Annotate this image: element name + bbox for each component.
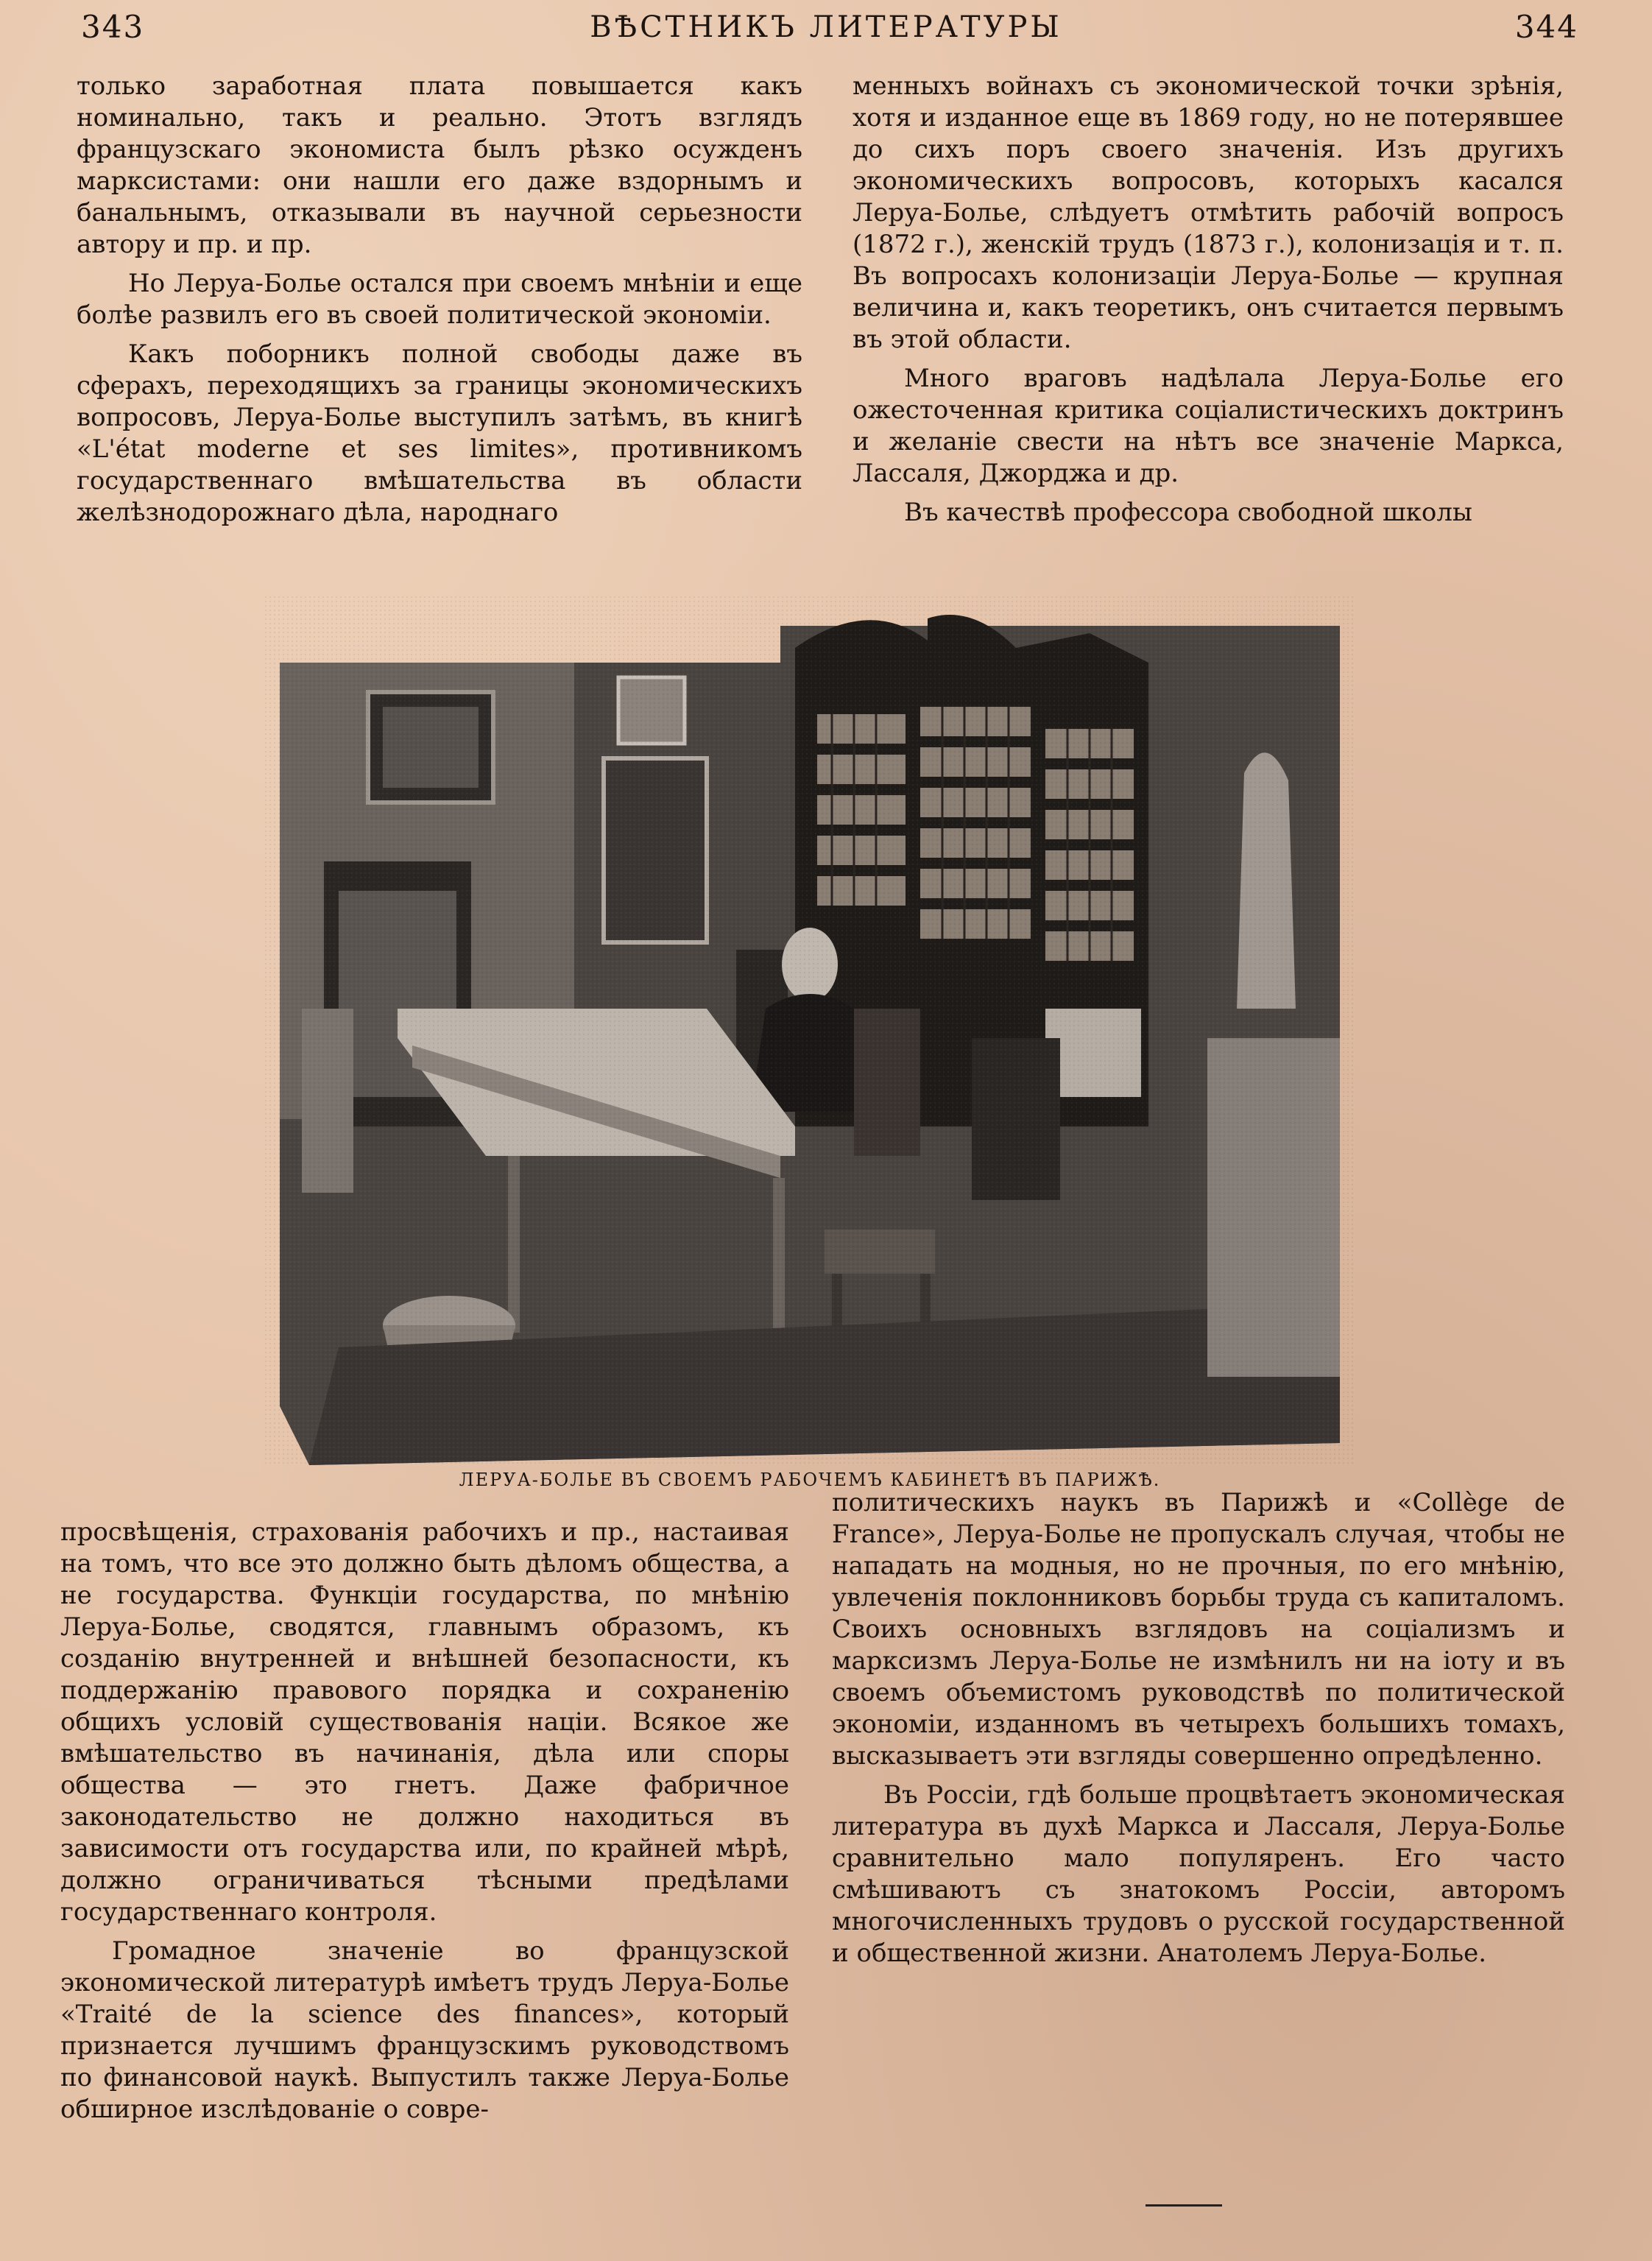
paragraph: только заработная плата повышается какъ номинально, такъ и реально. Этотъ взглядъ французскаго экономиста былъ рѣзко осужденъ марксистами: они нашли его даже вздорнымъ и банальнымъ, отказывали въ научной серьезности автору и пр. и пр. [77, 71, 802, 259]
photograph-illustration [265, 596, 1355, 1465]
study-photograph [265, 596, 1355, 1465]
page-number-right: 344 [1514, 9, 1578, 45]
paragraph: менныхъ войнахъ съ экономической точки зрѣнія, хотя и изданное еще въ 1869 году, но не потерявшее до сихъ поръ своего значенія. Изъ другихъ экономическихъ вопросовъ, которыхъ касался Леруа-Болье, слѣдуетъ отмѣтить рабочій вопросъ (1872 г.), женскій трудъ (1873 г.), колонизація и т. п. Въ вопросахъ колонизаціи Леруа-Болье — крупная величина и, какъ теоретикъ, онъ считается первымъ въ этой области. [853, 71, 1564, 354]
paragraph: политическихъ наукъ въ Парижѣ и «Collège de France», Леруа-Болье не пропускалъ случая, чтобы не нападать на модныя, но не прочныя, по его мнѣнію, увлеченія поклонниковъ борьбы труда съ капиталомъ. Своихъ основныхъ взглядовъ на соціализмъ и марксизмъ Леруа-Болье не измѣнилъ ни на іоту и въ своемъ объемистомъ руководствѣ по политической экономіи, изданномъ въ четырехъ большихъ томахъ, высказываетъ эти взгляды совершенно опредѣленно. [832, 1488, 1565, 1771]
paragraph: Много враговъ надѣлала Леруа-Болье его ожесточенная критика соціалистическихъ доктринъ и желаніе свести на нѣтъ все значеніе Маркса, Лассаля, Джорджа и др. [853, 364, 1564, 488]
paragraph: Громадное значеніе во французской экономической литературѣ имѣетъ трудъ Леруа-Болье «Traité de la science des finances», который признается лучшимъ французскимъ руководствомъ по финансовой наукѣ. Выпустилъ также Леруа-Болье обширное изслѣдованіе о совре- [60, 1936, 789, 2124]
column-top-right [853, 71, 1564, 579]
column-bottom-left [60, 1517, 789, 2246]
figure-caption: ЛЕРУА-БОЛЬЕ ВЪ СВОЕМЪ РАБОЧЕМЪ КАБИНЕТѢ ВЪ ПАРИЖѢ. [459, 1470, 1161, 1490]
paragraph: просвѣщенія, страхованія рабочихъ и пр., настаивая на томъ, что все это должно быть дѣломъ общества, а не государства. Функціи государства, по мнѣнію Леруа-Болье, сводятся, главнымъ образомъ, къ созданію внутренней и внѣшней безопасности, къ поддержанію правового порядка и сохраненію общихъ условій существованія націи. Всякое же вмѣшательство въ начинанія, дѣла или споры общества — это гнетъ. Даже фабричное законодательство не должно находиться въ зависимости отъ государства или, по крайней мѣрѣ, должно ограничиваться тѣсными предѣлами государственнаго контроля. [60, 1517, 789, 1927]
running-title: ВѢСТНИКЪ ЛИТЕРАТУРЫ [590, 10, 1062, 44]
page-header [74, 3, 1578, 54]
page-number-left: 343 [81, 9, 145, 45]
column-bottom-right [832, 1487, 1565, 2172]
paragraph: Какъ поборникъ полной свободы даже въ сферахъ, переходящихъ за границы экономическихъ вопросовъ, Леруа-Болье выступилъ затѣмъ, въ книгѣ «L'état moderne et ses limites», противникомъ государственнаго вмѣшательства въ области желѣзнодорожнаго дѣла, народнаго [77, 339, 802, 527]
paragraph: Въ качествѣ профессора свободной школы [904, 498, 1472, 527]
column-top-left [77, 71, 802, 579]
paragraph: Въ Россіи, гдѣ больше процвѣтаетъ экономическая литература въ духѣ Маркса и Лассаля, Леруа-Болье сравнительно мало популяренъ. Его часто смѣшиваютъ съ знатокомъ Россіи, авторомъ многочисленныхъ трудовъ о русской государственной и общественной жизни. Анатолемъ Леруа-Болье. [832, 1780, 1565, 1968]
end-rule [1146, 2204, 1222, 2207]
paragraph: Но Леруа-Болье остался при своемъ мнѣніи и еще болѣе развилъ его въ своей политической экономіи. [77, 269, 802, 330]
